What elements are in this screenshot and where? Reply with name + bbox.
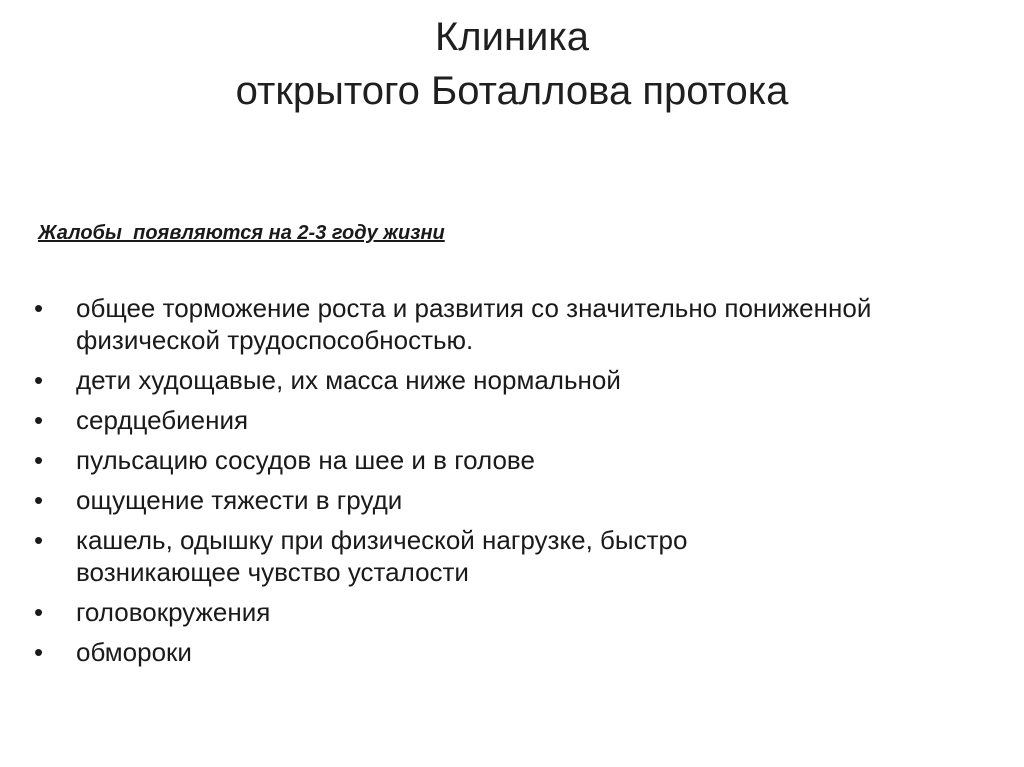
symptom-list: [0, 292, 1000, 676]
list-item-text: пульсацию сосудов на шее и в голове: [76, 445, 535, 475]
list-item: [0, 444, 1000, 476]
bullet-icon: •: [34, 525, 44, 555]
slide-title-line-2: открытого Боталлова протока: [235, 69, 789, 113]
list-item: [0, 596, 1000, 628]
list-item: [0, 524, 816, 588]
list-item: [0, 292, 876, 356]
list-item-text: обмороки: [76, 637, 192, 667]
list-item: [0, 636, 1000, 668]
bullet-icon: •: [34, 637, 44, 667]
bullet-icon: •: [34, 405, 44, 435]
slide-title: [0, 10, 1024, 118]
list-item-text: общее торможение роста и развития со значительно пониженной физической трудоспособностью.: [76, 293, 872, 355]
list-item-text: дети худощавые, их масса ниже нормальной: [76, 365, 621, 395]
list-item: [0, 484, 1000, 516]
list-item-text: сердцебиения: [76, 405, 249, 435]
bullet-icon: •: [34, 445, 44, 475]
list-item: [0, 364, 1000, 396]
list-item: [0, 404, 1000, 436]
bullet-icon: •: [34, 597, 44, 627]
list-item-text: головокружения: [76, 597, 271, 627]
complaints-subtitle: Жалобы появляются на 2-3 году жизни: [38, 222, 445, 244]
bullet-icon: •: [34, 293, 44, 323]
slide-title-line-1: Клиника: [434, 15, 590, 59]
bullet-icon: •: [34, 365, 44, 395]
list-item-text: ощущение тяжести в груди: [76, 485, 403, 515]
list-item-text: кашель, одышку при физической нагрузке, быстро возникающее чувство усталости: [76, 525, 688, 587]
bullet-icon: •: [34, 485, 44, 515]
